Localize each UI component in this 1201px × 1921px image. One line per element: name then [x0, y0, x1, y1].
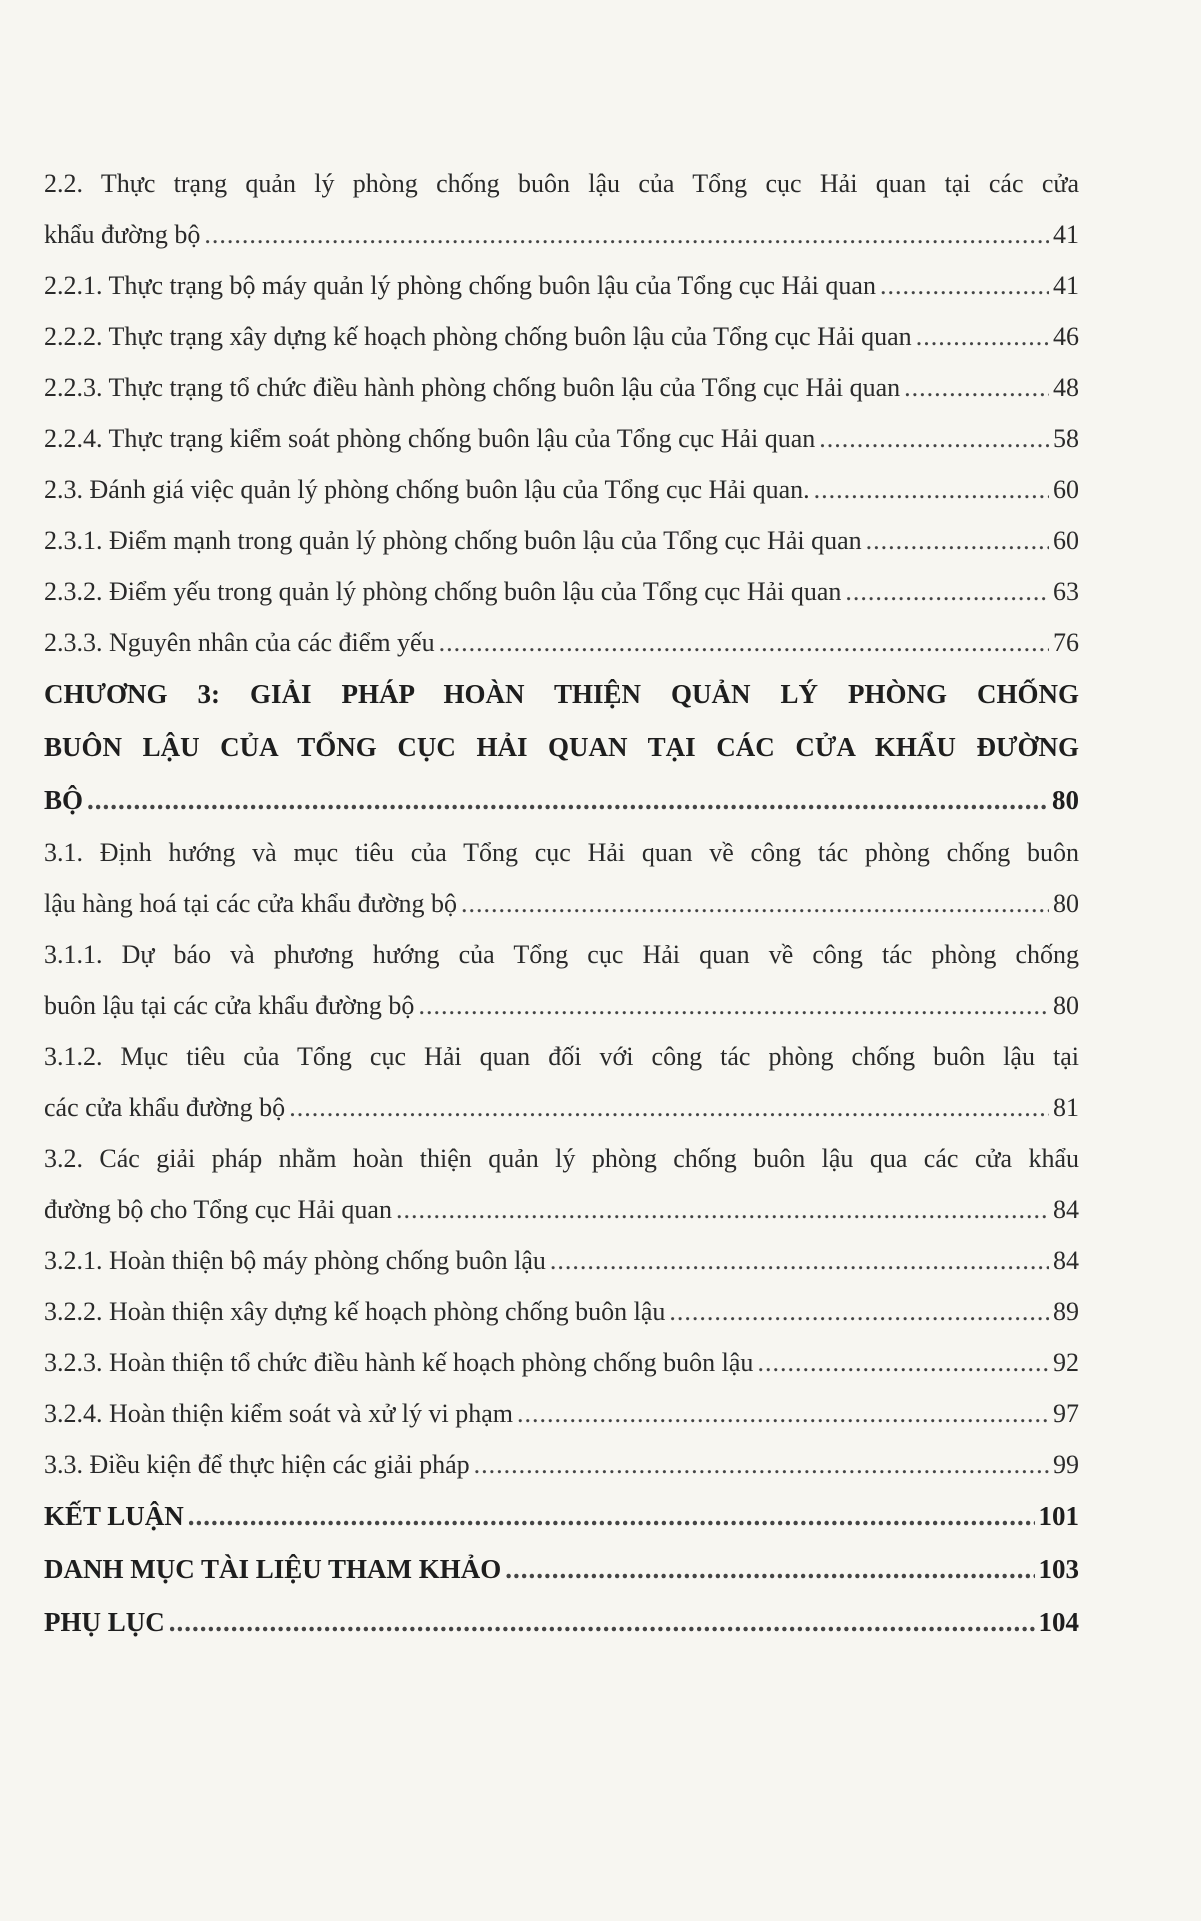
toc-dot-leader — [866, 515, 1049, 566]
toc-dot-leader — [904, 362, 1049, 413]
toc-dot-leader — [819, 413, 1049, 464]
toc-page-number: 60 — [1053, 475, 1079, 504]
toc-dot-leader — [550, 1235, 1049, 1286]
toc-page-number: 80 — [1053, 889, 1079, 918]
toc-dot-leader — [669, 1286, 1049, 1337]
toc-entry — [44, 1133, 1079, 1235]
toc-entry-text: buôn lậu tại các cửa khẩu đường bộ — [44, 991, 415, 1020]
toc-page-number: 97 — [1053, 1399, 1079, 1428]
toc-dot-leader — [87, 774, 1048, 827]
toc-page-number: 46 — [1053, 322, 1079, 351]
toc-entry-text: khẩu đường bộ — [44, 220, 201, 249]
toc-dot-leader — [757, 1337, 1049, 1388]
table-of-contents — [44, 158, 1079, 1649]
toc-dot-leader — [169, 1596, 1035, 1649]
toc-entry-text: DANH MỤC TÀI LIỆU THAM KHẢO — [44, 1554, 502, 1584]
toc-entry-text: CHƯƠNG 3: GIẢI PHÁP HOÀN THIỆN QUẢN LÝ PHÒNG CHỐNG — [44, 679, 1079, 709]
toc-entry — [44, 929, 1079, 1031]
toc-entry — [44, 260, 1079, 311]
toc-entry — [44, 566, 1079, 617]
toc-page-number: 103 — [1038, 1554, 1079, 1584]
toc-dot-leader — [814, 464, 1049, 515]
toc-page-number: 63 — [1053, 577, 1079, 606]
toc-page-number: 48 — [1053, 373, 1079, 402]
toc-page-number: 81 — [1053, 1093, 1079, 1122]
toc-entry-text: 3.2.4. Hoàn thiện kiểm soát và xử lý vi phạm — [44, 1399, 514, 1428]
toc-page-number: 80 — [1053, 991, 1079, 1020]
toc-page-number: 89 — [1053, 1297, 1079, 1326]
toc-entry-text: 3.1. Định hướng và mục tiêu của Tổng cục Hải quan về công tác phòng chống buôn — [44, 838, 1079, 867]
toc-entry-text: 2.3.1. Điểm mạnh trong quản lý phòng chống buôn lậu của Tổng cục Hải quan — [44, 526, 862, 555]
toc-entry-text: 2.2. Thực trạng quản lý phòng chống buôn lậu của Tổng cục Hải quan tại các cửa — [44, 169, 1079, 198]
toc-entry-text: PHỤ LỤC — [44, 1607, 165, 1637]
toc-entry — [44, 1286, 1079, 1337]
toc-dot-leader — [396, 1184, 1049, 1235]
toc-entry — [44, 413, 1079, 464]
toc-dot-leader — [474, 1439, 1049, 1490]
toc-entry — [44, 1388, 1079, 1439]
toc-page-number: 41 — [1053, 271, 1079, 300]
toc-page-number: 60 — [1053, 526, 1079, 555]
toc-entry-text: 3.2.3. Hoàn thiện tổ chức điều hành kế hoạch phòng chống buôn lậu — [44, 1348, 754, 1377]
toc-entry-text: 2.2.3. Thực trạng tổ chức điều hành phòng chống buôn lậu của Tổng cục Hải quan — [44, 373, 901, 402]
toc-dot-leader — [845, 566, 1049, 617]
toc-page-number: 104 — [1038, 1607, 1079, 1637]
toc-entry — [44, 311, 1079, 362]
toc-entry-text: 3.2.1. Hoàn thiện bộ máy phòng chống buôn lậu — [44, 1246, 546, 1275]
toc-page-number: 99 — [1053, 1450, 1079, 1479]
toc-chapter-heading — [44, 1543, 1079, 1596]
toc-entry-text: 3.1.1. Dự báo và phương hướng của Tổng cục Hải quan về công tác phòng chống — [44, 940, 1079, 969]
toc-page-number: 76 — [1053, 628, 1079, 657]
toc-entry-text: lậu hàng hoá tại các cửa khẩu đường bộ — [44, 889, 458, 918]
toc-entry — [44, 1337, 1079, 1388]
toc-page-number: 58 — [1053, 424, 1079, 453]
toc-entry-text: 2.2.2. Thực trạng xây dựng kế hoạch phòng chống buôn lậu của Tổng cục Hải quan — [44, 322, 912, 351]
toc-dot-leader — [505, 1543, 1034, 1596]
toc-page-number: 92 — [1053, 1348, 1079, 1377]
toc-entry — [44, 158, 1079, 260]
toc-entry — [44, 464, 1079, 515]
toc-page-number: 101 — [1038, 1501, 1079, 1531]
toc-entry — [44, 617, 1079, 668]
toc-dot-leader — [204, 209, 1049, 260]
toc-entry-text: 2.3. Đánh giá việc quản lý phòng chống buôn lậu của Tổng cục Hải quan. — [44, 475, 810, 504]
toc-entry-text: 2.3.3. Nguyên nhân của các điểm yếu — [44, 628, 435, 657]
toc-page-number: 84 — [1053, 1195, 1079, 1224]
toc-entry-text: KẾT LUẬN — [44, 1501, 184, 1531]
toc-page-number: 84 — [1053, 1246, 1079, 1275]
toc-entry-text: 3.1.2. Mục tiêu của Tổng cục Hải quan đối với công tác phòng chống buôn lậu tại — [44, 1042, 1079, 1071]
toc-entry-text: BỘ — [44, 785, 84, 815]
toc-dot-leader — [880, 260, 1049, 311]
toc-chapter-heading — [44, 668, 1079, 827]
toc-entry — [44, 515, 1079, 566]
toc-entry-text: 2.3.2. Điểm yếu trong quản lý phòng chống buôn lậu của Tổng cục Hải quan — [44, 577, 842, 606]
toc-entry-text: 3.2.2. Hoàn thiện xây dựng kế hoạch phòng chống buôn lậu — [44, 1297, 666, 1326]
toc-entry — [44, 1439, 1079, 1490]
toc-entry-text: BUÔN LẬU CỦA TỔNG CỤC HẢI QUAN TẠI CÁC CỬA KHẨU ĐƯỜNG — [44, 732, 1079, 762]
toc-dot-leader — [916, 311, 1049, 362]
toc-entry — [44, 362, 1079, 413]
toc-entry-text: 2.2.1. Thực trạng bộ máy quản lý phòng chống buôn lậu của Tổng cục Hải quan — [44, 271, 876, 300]
toc-dot-leader — [188, 1490, 1035, 1543]
toc-entry — [44, 827, 1079, 929]
toc-entry — [44, 1031, 1079, 1133]
toc-entry — [44, 1235, 1079, 1286]
toc-dot-leader — [517, 1388, 1049, 1439]
toc-chapter-heading — [44, 1490, 1079, 1543]
toc-dot-leader — [439, 617, 1049, 668]
toc-page-number: 41 — [1053, 220, 1079, 249]
toc-entry-text: 3.2. Các giải pháp nhằm hoàn thiện quản lý phòng chống buôn lậu qua các cửa khẩu — [44, 1144, 1079, 1173]
toc-entry-text: 3.3. Điều kiện để thực hiện các giải pháp — [44, 1450, 470, 1479]
toc-chapter-heading — [44, 1596, 1079, 1649]
toc-dot-leader — [461, 878, 1049, 929]
toc-dot-leader — [289, 1082, 1049, 1133]
toc-entry-text: đường bộ cho Tổng cục Hải quan — [44, 1195, 392, 1224]
toc-entry-text: các cửa khẩu đường bộ — [44, 1093, 286, 1122]
toc-dot-leader — [418, 980, 1049, 1031]
toc-entry-text: 2.2.4. Thực trạng kiểm soát phòng chống buôn lậu của Tổng cục Hải quan — [44, 424, 816, 453]
toc-page-number: 80 — [1052, 785, 1079, 815]
